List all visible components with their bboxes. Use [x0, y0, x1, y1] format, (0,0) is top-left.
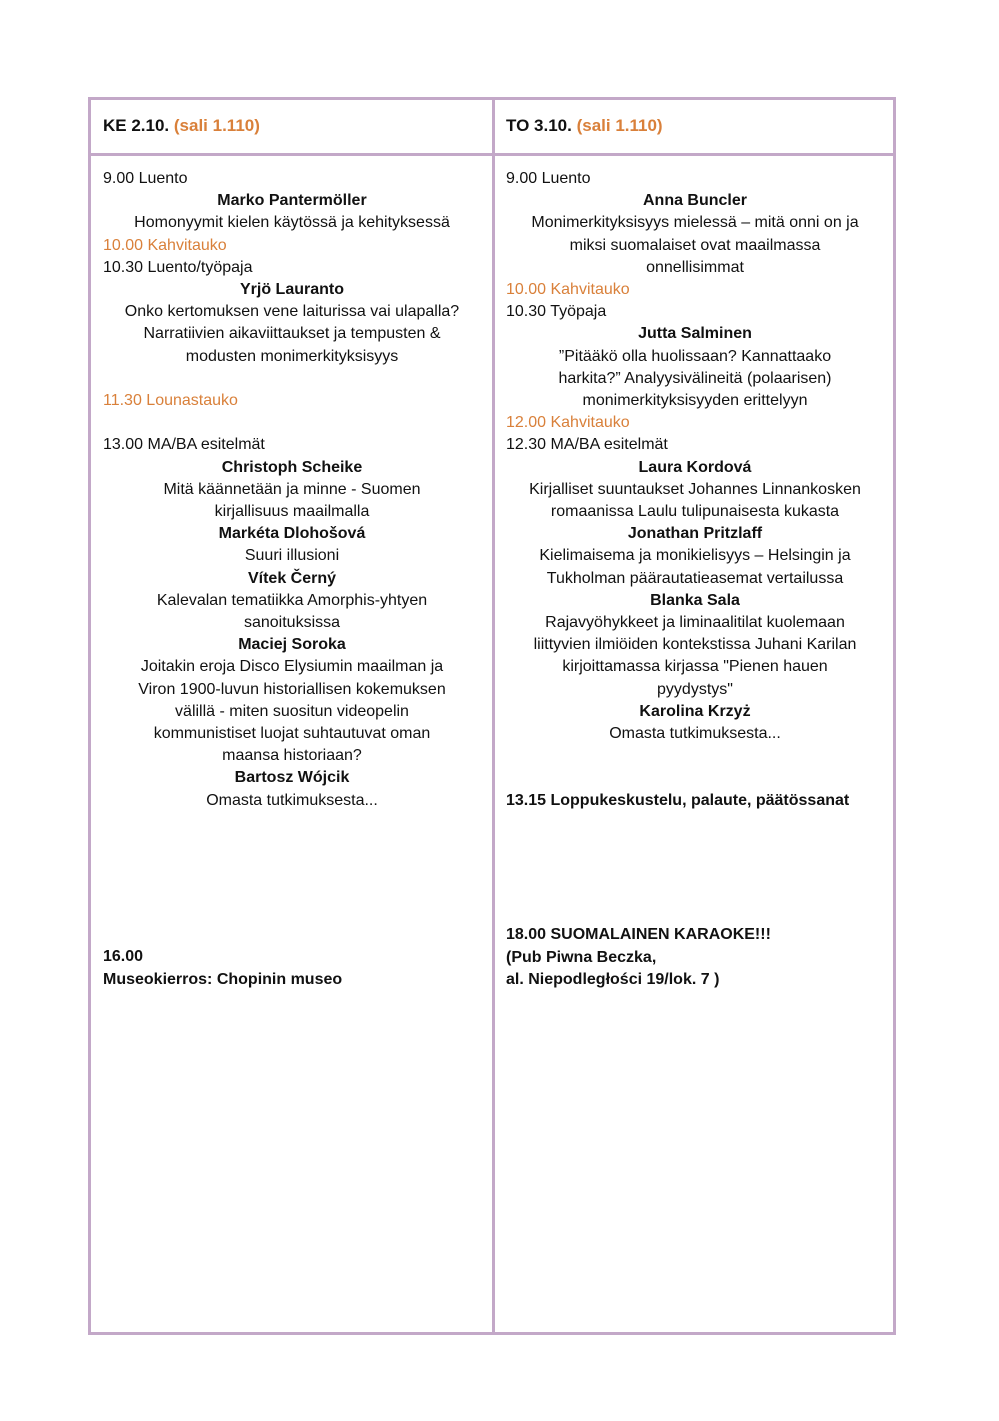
- talk-title: Mitä käännetään ja minne - Suomen: [163, 480, 421, 498]
- talk-title: Viron 1900-luvun historiallisen kokemuksen: [138, 680, 446, 698]
- talk-title: miksi suomalaiset ovat maailmassa: [569, 236, 821, 254]
- event-title: 18.00 SUOMALAINEN KARAOKE!!!: [506, 926, 771, 943]
- speaker-name: Christoph Scheike: [221, 458, 363, 476]
- day1-title: KE 2.10.: [103, 116, 170, 135]
- day2-evening-event: [506, 924, 771, 992]
- speaker-name: Vítek Černý: [247, 569, 337, 587]
- talk-title: modusten monimerkityksisyys: [185, 347, 399, 365]
- talk-title: Kielimaisema ja monikielisyys – Helsingin ja: [539, 547, 851, 565]
- talk-title: Tukholman päärautatieasemat vertailussa: [546, 569, 844, 587]
- talk-title: sanoituksissa: [243, 614, 341, 632]
- day2-column: [506, 168, 884, 812]
- speaker-name: Marko Pantermöller: [217, 192, 367, 210]
- talk-title: Narratiivien aikaviittaukset ja tempusten &: [143, 325, 441, 343]
- event-time: 16.00: [103, 948, 144, 965]
- talk-title: Omasta tutkimuksesta...: [609, 725, 781, 743]
- day2-title: TO 3.10.: [506, 116, 572, 135]
- spacer: [506, 745, 884, 767]
- talk-title: ”Pitääkö olla huolissaan? Kannattaako: [558, 347, 832, 365]
- talk-title: onnellisimmat: [646, 258, 744, 276]
- talk-title: Onko kertomuksen vene laiturissa vai ulapalla?: [124, 303, 460, 321]
- speaker-name: Blanka Sala: [650, 591, 740, 609]
- session-time: 12.30 MA/BA esitelmät: [506, 436, 668, 454]
- talk-title: välillä - miten suositun videopelin: [175, 702, 409, 720]
- speaker-name: Karolina Krzyż: [639, 702, 751, 720]
- day2-room: (sali 1.110): [576, 116, 663, 135]
- spacer: [103, 412, 481, 434]
- talk-title: kirjallisuus maailmalla: [214, 503, 370, 521]
- talk-title: kommunistiset luojat suhtautuvat oman: [153, 725, 431, 743]
- talk-title: maansa historiaan?: [222, 747, 362, 765]
- talk-title: Omasta tutkimuksesta...: [206, 791, 378, 809]
- talk-title: kirjoittamassa kirjassa "Pienen hauen: [562, 658, 828, 676]
- speaker-name: Jonathan Pritzlaff: [627, 525, 763, 543]
- spacer: [103, 368, 481, 390]
- coffee-break: 10.00 Kahvitauko: [506, 281, 630, 299]
- speaker-name: Yrjö Lauranto: [239, 281, 344, 299]
- session-time: 9.00 Luento: [103, 170, 188, 187]
- schedule-table: [88, 97, 896, 1335]
- closing-session: 13.15 Loppukeskustelu, palaute, päätössanat: [506, 791, 850, 809]
- talk-title: pyydystys": [657, 680, 733, 698]
- speaker-name: Bartosz Wójcik: [234, 769, 350, 787]
- event-place: (Pub Piwna Beczka,: [506, 948, 657, 966]
- talk-title: Monimerkityksisyys mielessä – mitä onni on ja: [531, 214, 859, 232]
- session-time: 9.00 Luento: [506, 170, 591, 187]
- header-divider: [91, 153, 893, 156]
- talk-title: Kalevalan tematiikka Amorphis-yhtyen: [156, 591, 428, 609]
- spacer: [506, 767, 884, 789]
- talk-title: liittyvien ilmiöiden kontekstissa Juhani Karilan: [533, 636, 857, 654]
- coffee-break: 12.00 Kahvitauko: [506, 414, 630, 432]
- day2-header: [506, 114, 663, 138]
- speaker-name: Laura Kordová: [638, 458, 752, 476]
- day1-column: [103, 168, 481, 812]
- talk-title: romaanissa Laulu tulipunaisesta kukasta: [550, 503, 840, 521]
- session-time: 13.00 MA/BA esitelmät: [103, 436, 265, 454]
- speaker-name: Anna Buncler: [642, 192, 747, 210]
- coffee-break: 10.00 Kahvitauko: [103, 236, 227, 254]
- talk-title: Kirjalliset suuntaukset Johannes Linnankosken: [529, 480, 861, 498]
- session-time: 10.30 Luento/työpaja: [103, 258, 253, 276]
- speaker-name: Markéta Dlohošová: [218, 525, 366, 543]
- speaker-name: Jutta Salminen: [638, 325, 752, 343]
- speaker-name: Maciej Soroka: [238, 636, 346, 654]
- day1-room: (sali 1.110): [173, 116, 260, 135]
- talk-title: Suuri illusioni: [244, 547, 340, 565]
- talk-title: Joitakin eroja Disco Elysiumin maailman ja: [140, 658, 444, 676]
- talk-title: Rajavyöhykkeet ja liminaalitilat kuolemaan: [545, 614, 845, 632]
- day1-evening-event: [103, 946, 342, 991]
- talk-title: monimerkityksisyyden erittelyyn: [582, 392, 808, 410]
- lunch-break: 11.30 Lounastauko: [103, 392, 238, 410]
- event-address: al. Niepodległości 19/lok. 7 ): [506, 971, 720, 988]
- talk-title: Homonyymit kielen käytössä ja kehityksessä: [134, 214, 450, 232]
- column-divider: [492, 100, 495, 1332]
- session-time: 10.30 Työpaja: [506, 303, 607, 321]
- event-title: Museokierros: Chopinin museo: [103, 970, 343, 988]
- talk-title: harkita?” Analyysivälineitä (polaarisen): [558, 369, 832, 387]
- day1-header: [103, 114, 260, 138]
